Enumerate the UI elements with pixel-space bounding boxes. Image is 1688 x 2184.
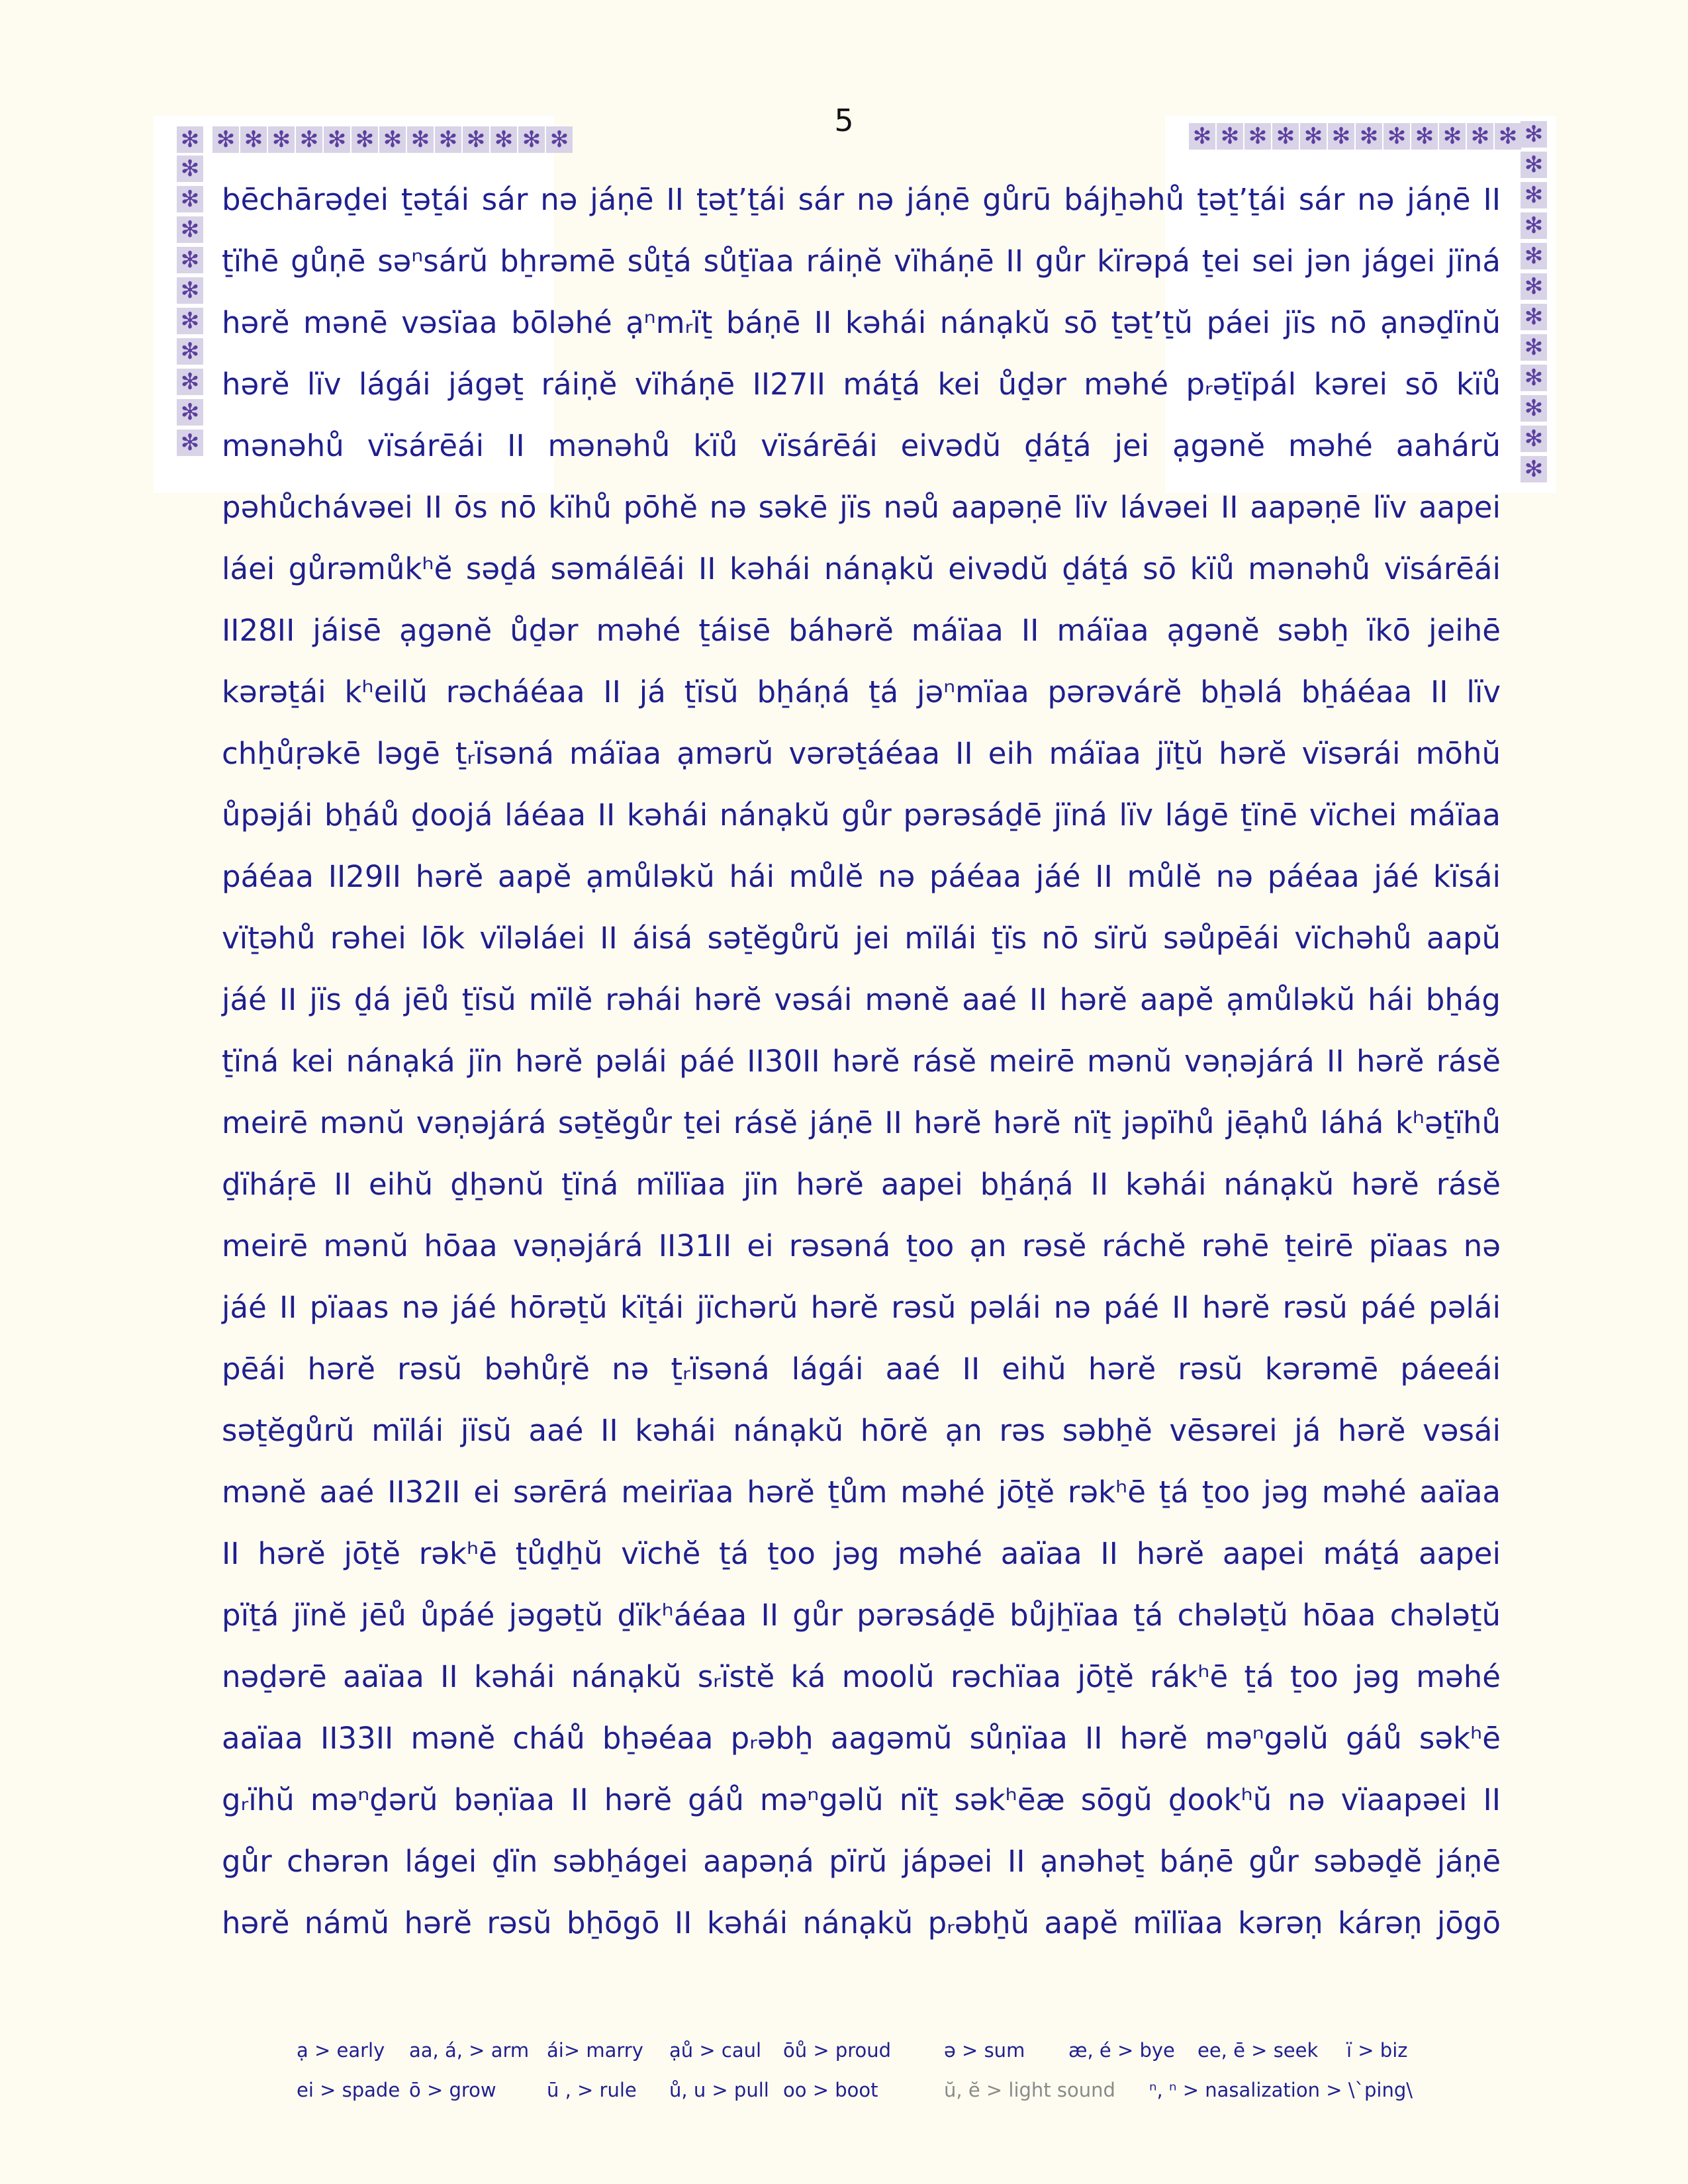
ornament-star-icon: ✻	[240, 126, 267, 153]
text-line: aaïaa II33II mənĕ cháů bh̠əéaa pᵣəbh̠ aagəmŭ sůṇïaa II hərĕ məⁿgəlŭ gáů səkʰē	[222, 1721, 1501, 1756]
ornament-column-right	[1520, 119, 1548, 484]
ornament-star-icon: ✻	[1521, 456, 1547, 482]
ornament-star-icon: ✻	[1383, 123, 1410, 150]
ornament-star-icon: ✻	[1521, 304, 1547, 330]
legend-item: ŭ, ĕ > light sound	[944, 2079, 1115, 2101]
legend-item: ⁿ, ⁿ > nasalization > \`ping\	[1149, 2079, 1413, 2101]
text-line: hərĕ mənē vəsïaa bōləhé ạⁿmᵣït̠ báṇē II kəhái nánạkŭ sō t̠ət̠’t̠ŭ páei jïs nō ạnəd̠ïnŭ	[222, 305, 1501, 340]
legend-item: ái> marry	[547, 2039, 643, 2062]
text-line: jáé II jïs d̠á jēů t̠ïsŭ mïlĕ rəhái hərĕ vəsái mənĕ aaé II hərĕ aapĕ ạmůləkŭ hái bh̠ág	[222, 982, 1501, 1017]
ornament-star-icon: ✻	[1521, 121, 1547, 148]
text-line: páéaa II29II hərĕ aapĕ ạmůləkŭ hái můlĕ nə páéaa jáé II můlĕ nə páéaa jáé kïsái	[222, 859, 1501, 894]
legend-item: ə > sum	[944, 2039, 1025, 2062]
ornament-star-icon: ✻	[1217, 123, 1243, 150]
ornament-star-icon: ✻	[1411, 123, 1438, 150]
ornament-row-top-right	[1188, 122, 1522, 150]
ornament-star-icon: ✻	[1521, 334, 1547, 361]
ornament-star-icon: ✻	[1272, 123, 1299, 150]
ornament-star-icon: ✻	[177, 430, 203, 456]
ornament-star-icon: ✻	[268, 126, 295, 153]
text-line: nəd̠ərē aaïaa II kəhái nánạkŭ sᵣïstĕ ká moolŭ rəchïaa jōt̠ĕ rákʰē t̠á t̠oo jəg məhé	[222, 1659, 1501, 1694]
ornament-column-left	[176, 154, 204, 458]
legend-item: ū , > rule	[547, 2079, 637, 2101]
legend-row	[297, 2030, 1488, 2070]
text-line: mənəhů vïsárēái II mənəhů kïů vïsárēái eivədŭ d̠át̠á jei ạgənĕ məhé aahárŭ	[222, 428, 1501, 463]
ornament-star-icon: ✻	[1439, 123, 1466, 150]
ornament-star-icon: ✻	[379, 126, 406, 153]
ornament-star-icon: ✻	[177, 399, 203, 426]
ornament-star-icon: ✻	[177, 126, 203, 153]
ornament-star-icon: ✻	[177, 247, 203, 273]
ornament-star-icon: ✻	[463, 126, 489, 153]
text-line: t̠ïhē gůṇē səⁿsárŭ bh̠rəmē sůt̠á sůt̠ïaa ráiṇĕ vïháṇē II gůr kïrəpá t̠ei sei jən jágei jïná	[222, 244, 1501, 279]
legend-row	[297, 2070, 1488, 2110]
transliteration-text	[222, 169, 1501, 1954]
legend-item: aa, á, > arm	[409, 2039, 530, 2062]
legend-item: ů, u > pull	[669, 2079, 769, 2101]
ornament-star-icon: ✻	[1521, 182, 1547, 208]
ornament-star-icon: ✻	[1521, 365, 1547, 391]
ornament-star-icon: ✻	[1467, 123, 1493, 150]
ornament-star-icon: ✻	[1189, 123, 1215, 150]
text-line: hərĕ námŭ hərĕ rəsŭ bh̠ōgō II kəhái nánạkŭ pᵣəbh̠ŭ aapĕ mïlïaa kərəṇ kárəṇ jōgō	[222, 1905, 1501, 1940]
text-line: ůpəjái bh̠áů d̠oojá láéaa II kəhái nánạkŭ gůr pərəsád̠ē jïná lïv lágē t̠ïnē vïchei máïaa	[222, 797, 1501, 833]
ornament-star-icon: ✻	[177, 308, 203, 334]
text-line: jáé II pïaas nə jáé hōrət̠ŭ kït̠ái jïchərŭ hərĕ rəsŭ pəlái nə páé II hərĕ rəsŭ páé pəlái	[222, 1290, 1501, 1325]
ornament-star-icon: ✻	[1300, 123, 1327, 150]
ornament-star-icon: ✻	[1521, 152, 1547, 178]
text-line: hərĕ lïv lágái jágət̠ ráiṇĕ vïháṇē II27II mát̠á kei ůd̠ər məhé pᵣət̠ïpál kərei sō kïů	[222, 367, 1501, 402]
legend-item: ōů > proud	[783, 2039, 892, 2062]
ornament-star-icon: ✻	[491, 126, 517, 153]
legend-item: ei > spade	[297, 2079, 400, 2101]
ornament-star-icon: ✻	[1521, 243, 1547, 269]
page-number: 5	[834, 103, 854, 138]
ornament-star-icon: ✻	[407, 126, 434, 153]
ornament-star-icon: ✻	[435, 126, 461, 153]
legend-item: ō > grow	[409, 2079, 496, 2101]
text-line: gůr chərən lágei d̠ïn səbh̠ágei aapəṇá pïrŭ jápəei II ạnəhət̠ báṇē gůr səbəd̠ĕ jáṇē	[222, 1844, 1501, 1879]
ornament-star-icon: ✻	[1521, 212, 1547, 239]
pronunciation-legend	[297, 2030, 1488, 2110]
text-line: bēchārəd̠ei t̠ət̠ái sár nə jáṇē II t̠ət̠’t̠ái sár nə jáṇē gůrū bájh̠əhů t̠ət̠’t̠ái sár nə jáṇē II	[222, 182, 1501, 217]
ornament-star-icon: ✻	[1521, 273, 1547, 300]
ornament-star-icon: ✻	[177, 277, 203, 304]
text-line: pəhůchávəei II ōs nō kïhů pōhĕ nə səkē jïs nəů aapəṇē lïv lávəei II aapəṇē lïv aapei	[222, 490, 1501, 525]
text-line: pēái hərĕ rəsŭ bəhůṛĕ nə t̠ᵣïsəná lágái aaé II eihŭ hərĕ rəsŭ kərəmē páeeái	[222, 1351, 1501, 1387]
legend-item: ï > biz	[1346, 2039, 1408, 2062]
ornament-row-top-left	[176, 126, 573, 154]
text-line: láei gůrəmůkʰĕ səd̠á səmálēái II kəhái nánạkŭ eivədŭ d̠át̠á sō kïů mənəhů vïsárēái	[222, 551, 1501, 586]
ornament-star-icon: ✻	[518, 126, 545, 153]
legend-item: oo > boot	[783, 2079, 878, 2101]
text-line: meirē mənŭ hōaa vəṇəjárá II31II ei rəsəná t̠oo ạn rəsĕ ráchĕ rəhē t̠eirē pïaas nə	[222, 1228, 1501, 1263]
ornament-star-icon: ✻	[177, 338, 203, 365]
ornament-star-icon: ✻	[1521, 426, 1547, 452]
legend-item: æ, é > bye	[1068, 2039, 1175, 2062]
ornament-star-icon: ✻	[1328, 123, 1354, 150]
text-line: meirē mənŭ vəṇəjárá sət̠ĕgůr t̠ei rásĕ jáṇē II hərĕ hərĕ nït̠ jəpïhů jēạhů láhá kʰət̠ïhů	[222, 1105, 1501, 1140]
legend-item: ạ > early	[297, 2039, 385, 2062]
ornament-star-icon: ✻	[352, 126, 378, 153]
text-line: II hərĕ jōt̠ĕ rəkʰē t̠ůd̠h̠ŭ vïchĕ t̠á t̠oo jəg məhé aaïaa II hərĕ aapei mát̠á aapei	[222, 1536, 1501, 1571]
legend-item: ạů > caul	[669, 2039, 762, 2062]
ornament-star-icon: ✻	[1495, 123, 1521, 150]
ornament-star-icon: ✻	[324, 126, 350, 153]
text-line: d̠ïháṛē II eihŭ d̠h̠ənŭ t̠ïná mïlïaa jïn hərĕ aapei bh̠áṇá II kəhái nánạkŭ hərĕ rásĕ	[222, 1167, 1501, 1202]
text-line: II28II jáisē ạgənĕ ůd̠ər məhé t̠áisē báhərĕ máïaa II máïaa ạgənĕ səbh̠ ïkō jeihē	[222, 613, 1501, 648]
legend-item: ee, ē > seek	[1197, 2039, 1319, 2062]
ornament-star-icon: ✻	[177, 156, 203, 182]
ornament-star-icon: ✻	[296, 126, 322, 153]
text-line: mənĕ aaé II32II ei sərērá meirïaa hərĕ t̠ům məhé jōt̠ĕ rəkʰē t̠á t̠oo jəg məhé aaïaa	[222, 1475, 1501, 1510]
text-line: kərət̠ái kʰeilŭ rəcháéaa II já t̠ïsŭ bh̠áṇá t̠á jəⁿmïaa pərəvárĕ bh̠əlá bh̠áéaa II lïv	[222, 674, 1501, 709]
ornament-star-icon: ✻	[1521, 395, 1547, 422]
text-line: sət̠ĕgůrŭ mïlái jïsŭ aaé II kəhái nánạkŭ hōrĕ ạn rəs səbh̠ĕ vēsərei já hərĕ vəsái	[222, 1413, 1501, 1448]
ornament-star-icon: ✻	[1244, 123, 1271, 150]
text-line: pït̠á jïnĕ jēů ůpáé jəgət̠ŭ d̠ïkʰáéaa II gůr pərəsád̠ē bůjh̠ïaa t̠á chələt̠ŭ hōaa chələt̠ŭ	[222, 1598, 1501, 1633]
ornament-star-icon: ✻	[177, 216, 203, 243]
text-line: t̠ïná kei nánạká jïn hərĕ pəlái páé II30II hərĕ rásĕ meirē mənŭ vəṇəjárá II hərĕ rásĕ	[222, 1044, 1501, 1079]
ornament-star-icon: ✻	[1356, 123, 1382, 150]
text-line: gᵣïhŭ məⁿd̠ərŭ bəṇïaa II hərĕ gáů məⁿgəlŭ nït̠ səkʰēæ sōgŭ d̠ookʰŭ nə vïaapəei II	[222, 1782, 1501, 1817]
ornament-star-icon: ✻	[546, 126, 573, 153]
ornament-star-icon: ✻	[177, 369, 203, 395]
text-line: chh̠ůṛəkē ləgē t̠ᵣïsəná máïaa ạmərŭ vərət̠áéaa II eih máïaa jït̠ŭ hərĕ vïsərái mōhŭ	[222, 736, 1501, 771]
ornament-star-icon: ✻	[212, 126, 239, 153]
text-line: vït̠əhů rəhei lōk vïləláei II áisá sət̠ĕgůrŭ jei mïlái t̠ïs nō sïrŭ səůpēái vïchəhů aapŭ	[222, 921, 1501, 956]
ornament-star-icon: ✻	[177, 186, 203, 212]
